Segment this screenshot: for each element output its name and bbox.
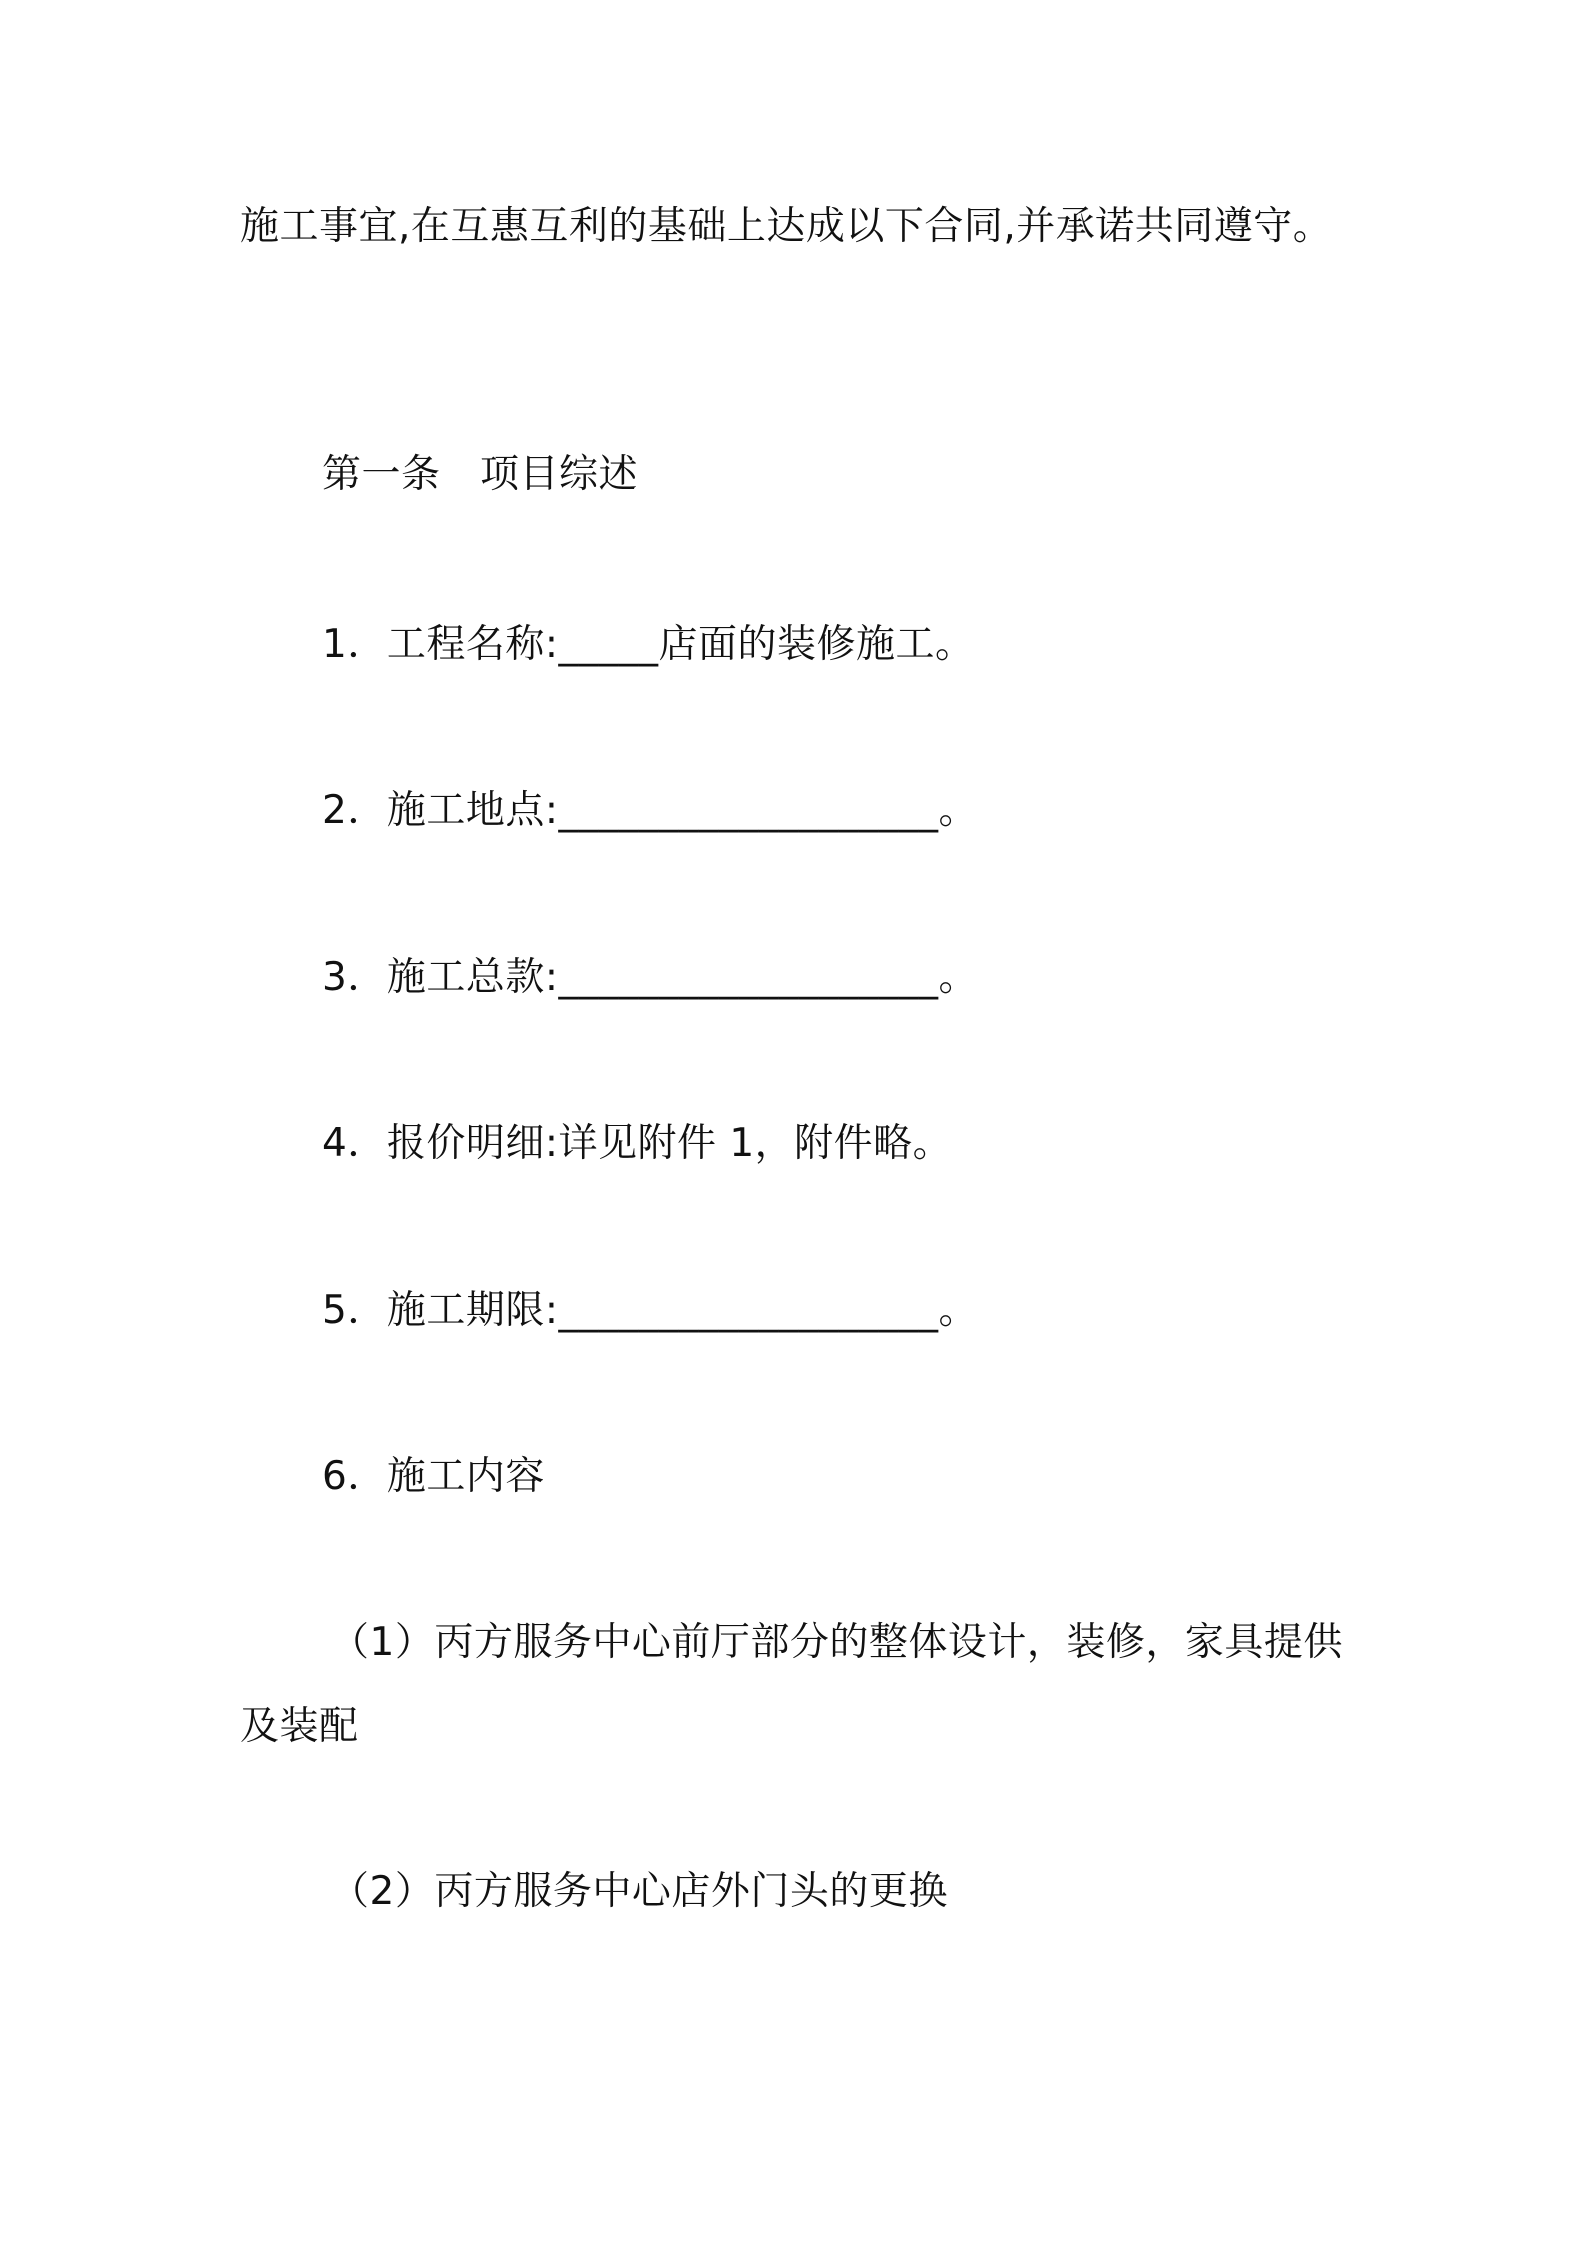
list-item-quotation-details: 4．报价明细:详见附件 1，附件略。 [322, 1121, 953, 1166]
list-item-construction-site: 2．施工地点:___________________。 [322, 788, 978, 833]
article-heading: 第一条 项目综述 [322, 452, 639, 497]
subitem-1-line-2: 及装配 [240, 1704, 359, 1749]
subitem-2-line-1: （2）丙方服务中心店外门头的更换 [330, 1869, 948, 1914]
subitem-1-line-1: （1）丙方服务中心前厅部分的整体设计，装修，家具提供 [330, 1620, 1343, 1665]
list-item-construction-period: 5．施工期限:___________________。 [322, 1288, 978, 1333]
intro-paragraph: 施工事宜,在互惠互利的基础上达成以下合同,并承诺共同遵守。 [240, 204, 1333, 249]
list-item-project-name: 1．工程名称:_____店面的装修施工。 [322, 622, 975, 667]
list-item-construction-content: 6．施工内容 [322, 1454, 545, 1499]
list-item-total-cost: 3．施工总款:___________________。 [322, 955, 978, 1000]
